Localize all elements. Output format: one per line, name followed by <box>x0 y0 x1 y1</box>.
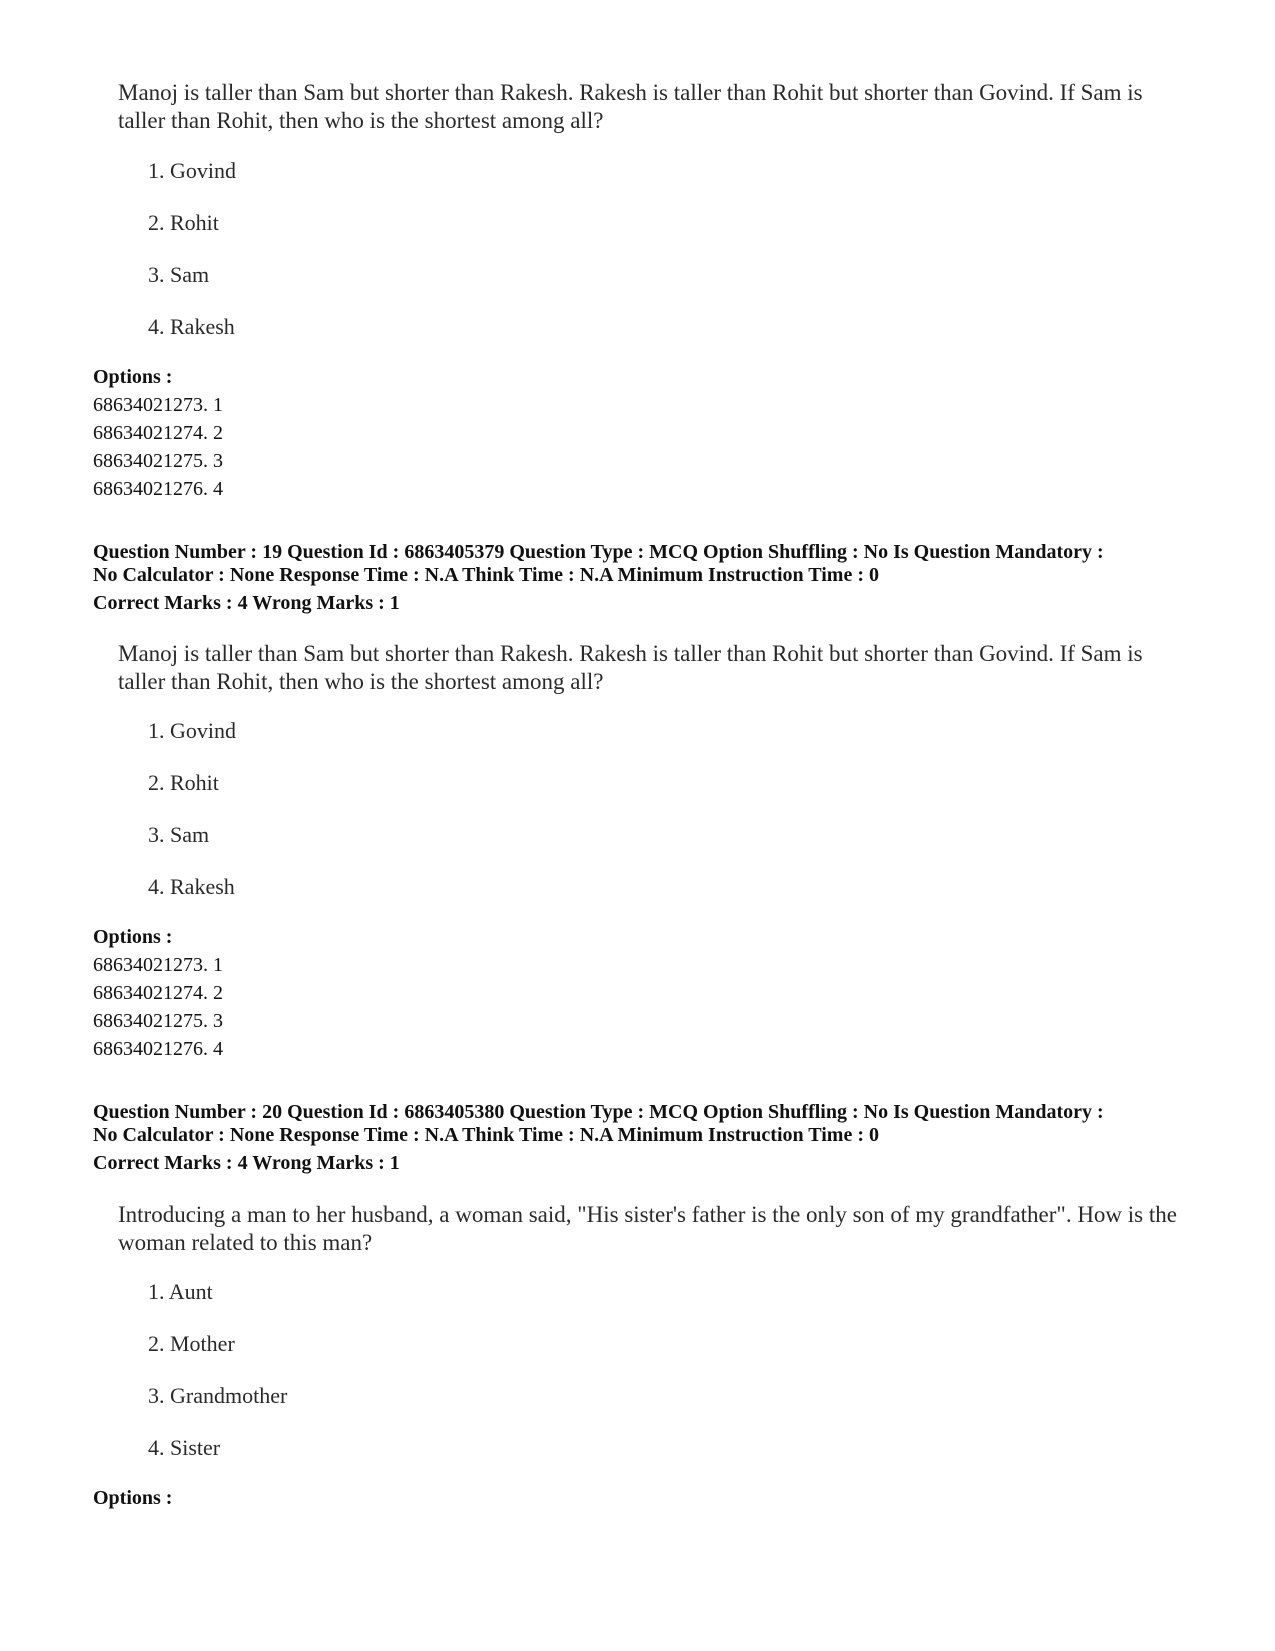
option-row: 68634021276. 4 <box>93 478 223 500</box>
choice-4: 4. Rakesh <box>148 874 235 899</box>
question-text: Introducing a man to her husband, a woman said, "His sister's father is the only son of my grandfather". How is the woman related to this man? <box>118 1202 1177 1255</box>
question-text: Manoj is taller than Sam but shorter than Rakesh. Rakesh is taller than Rohit but shorter than Govind. If Sam is taller than Rohit, then who is the shortest among all? <box>118 80 1143 133</box>
question-marks: Correct Marks : 4 Wrong Marks : 1 <box>93 1152 400 1174</box>
choice-4: 4. Rakesh <box>148 314 235 339</box>
choice-1: 1. Govind <box>148 158 236 183</box>
choice-4: 4. Sister <box>148 1435 221 1460</box>
options-label: Options : <box>93 1487 173 1509</box>
question-text: Manoj is taller than Sam but shorter than Rakesh. Rakesh is taller than Rohit but shorter than Govind. If Sam is taller than Rohit, then who is the shortest among all? <box>118 641 1143 694</box>
option-row: 68634021275. 3 <box>93 450 223 472</box>
question-marks: Correct Marks : 4 Wrong Marks : 1 <box>93 592 400 614</box>
choice-1: 1. Govind <box>148 718 236 743</box>
question-meta-line-2: No Calculator : None Response Time : N.A Think Time : N.A Minimum Instruction Time : 0 <box>93 1124 879 1146</box>
option-row: 68634021273. 1 <box>93 394 223 416</box>
question-meta-line-1: Question Number : 19 Question Id : 6863405379 Question Type : MCQ Option Shuffling : No Is Question Mandatory : <box>93 541 1104 563</box>
question-meta-line-2: No Calculator : None Response Time : N.A Think Time : N.A Minimum Instruction Time : 0 <box>93 564 879 586</box>
choice-2: 2. Rohit <box>148 770 219 795</box>
options-label: Options : <box>93 366 173 388</box>
choice-2: 2. Mother <box>148 1331 235 1356</box>
question-meta-line-1: Question Number : 20 Question Id : 6863405380 Question Type : MCQ Option Shuffling : No Is Question Mandatory : <box>93 1101 1104 1123</box>
choice-3: 3. Sam <box>148 262 210 287</box>
option-row: 68634021275. 3 <box>93 1010 223 1032</box>
choice-1: 1. Aunt <box>148 1279 213 1304</box>
option-row: 68634021274. 2 <box>93 982 223 1004</box>
choice-2: 2. Rohit <box>148 210 219 235</box>
option-row: 68634021276. 4 <box>93 1038 223 1060</box>
choice-3: 3. Sam <box>148 822 210 847</box>
option-row: 68634021273. 1 <box>93 954 223 976</box>
option-row: 68634021274. 2 <box>93 422 223 444</box>
options-label: Options : <box>93 926 173 948</box>
choice-3: 3. Grandmother <box>148 1383 288 1408</box>
